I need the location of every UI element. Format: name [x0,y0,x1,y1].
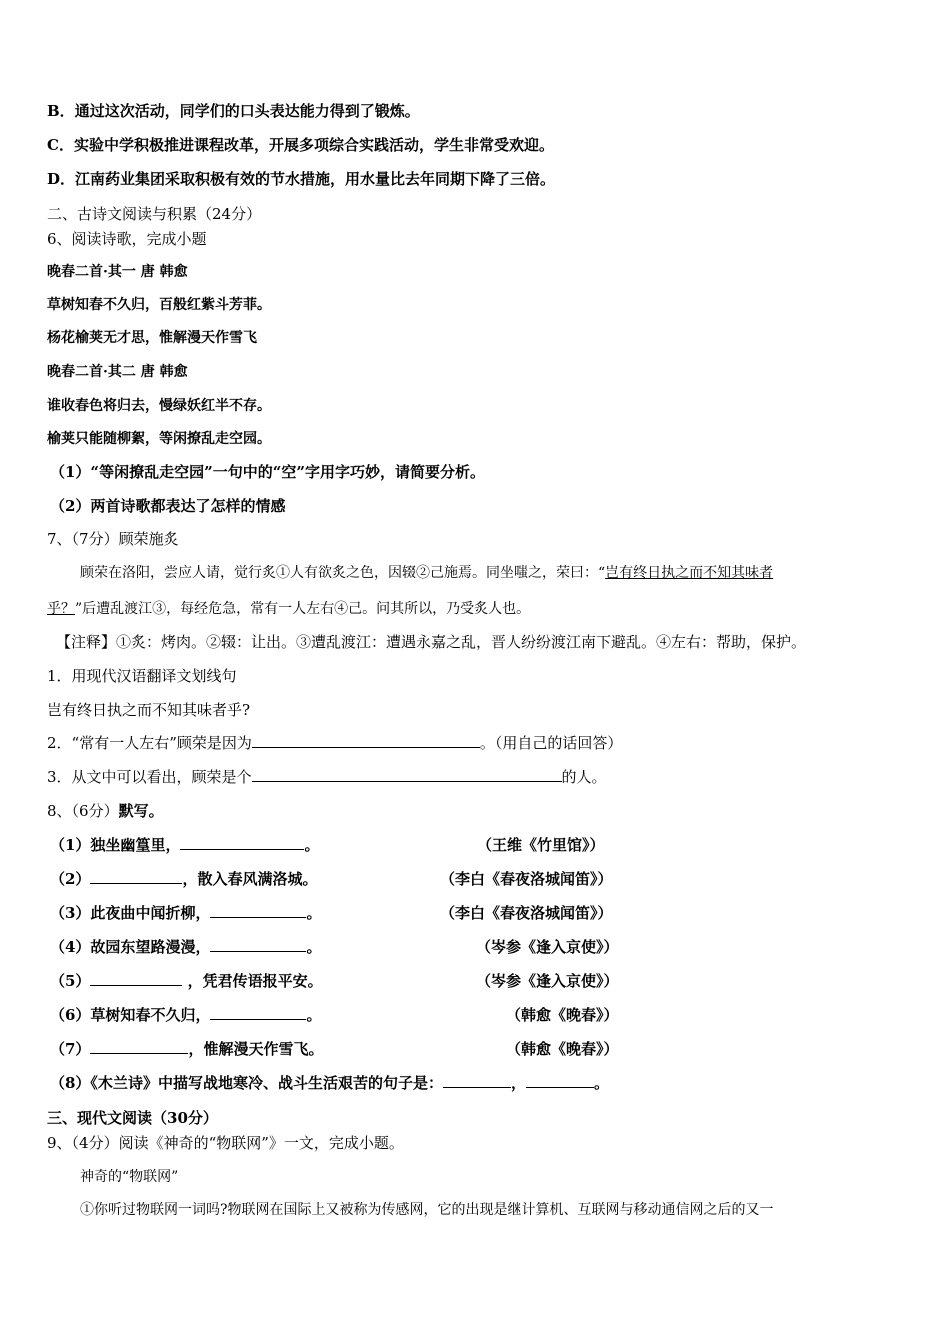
q8-stem: 8、（6分）默写。 [47,802,164,820]
section-3-heading: 三、现代文阅读（30分） [47,1109,218,1127]
q8-source5: （岑参《逢入京使》） [476,972,619,990]
q7-passage-line2: 乎？”后遭乱渡江③，每经危急，常有一人左右④己。问其所以，乃受炙人也。 [47,601,531,617]
article-para1: ①你听过物联网一词吗?物联网在国际上又被称为传感网，它的出现是继计算机、互联网与移动通信网之后的又一 [80,1202,774,1218]
answer-blank[interactable] [90,1039,188,1054]
q8-item3: （3）此夜曲中闻折柳， 。 [50,904,322,922]
q6-sub2: （2）两首诗歌都表达了怎样的情感 [50,497,286,515]
answer-blank[interactable] [180,835,304,850]
answer-blank[interactable] [526,1073,594,1088]
q7-task2: 2．“常有一人左右”顾荣是因为 。（用自己的话回答） [47,734,623,752]
underlined-sentence-end: 乎？ [47,601,75,617]
answer-blank[interactable] [252,733,480,748]
q9-stem: 9、（4分）阅读《神奇的“物联网”》一文，完成小题。 [47,1134,404,1152]
q8-source4: （岑参《逢入京使》） [476,938,619,956]
article-title: 神奇的“物联网” [80,1169,179,1185]
option-d: D．江南药业集团采取积极有效的节水措施，用水量比去年同期下降了三倍。 [47,170,556,188]
q8-item5: （5） ，凭君传语报平安。 [50,972,323,990]
q7-stem: 7、（7分）顾荣施炙 [47,530,179,548]
q8-source3: （李白《春夜洛城闻笛》） [440,904,613,922]
underlined-sentence: 岂有终日执之而不知其味者 [605,565,774,581]
q8-item8: （8）《木兰诗》中描写战地寒冷、战斗生活艰苦的句子是： ， 。 [50,1074,609,1092]
q7-passage-line1: 顾荣在洛阳，尝应人请，觉行炙①人有欲炙之色，因辍②己施焉。同坐嗤之，荣曰：“岂有终日执之而不知其味者 [80,565,774,581]
q8-item1: （1）独坐幽篁里， 。 [50,836,320,854]
q8-item2: （2） ，散入春风满洛城。 [50,870,318,888]
q8-source1: （王维《竹里馆》） [477,836,605,854]
option-c: C．实验中学积极推进课程改革，开展多项综合实践活动，学生非常受欢迎。 [47,136,554,154]
q8-item4: （4）故园东望路漫漫， 。 [50,938,322,956]
q7-task3: 3．从文中可以看出，顾荣是个 的人。 [47,768,607,786]
q8-item7: （7） ，惟解漫天作雪飞。 [50,1040,324,1058]
poem2-title: 晚春二首·其二 唐 韩愈 [47,364,188,380]
q6-stem: 6、阅读诗歌，完成小题 [47,230,207,248]
poem2-line1: 谁收春色将归去，慢绿妖红半不存。 [47,398,271,414]
q8-source6: （韩愈《晚春》） [506,1006,619,1024]
option-b: B．通过这次活动，同学们的口头表达能力得到了锻炼。 [47,102,420,120]
poem2-line2: 榆荚只能随柳絮，等闲撩乱走空园。 [47,431,271,447]
poem1-title: 晚春二首·其一 唐 韩愈 [47,264,188,280]
q7-note: 【注释】①炙：烤肉。②辍：让出。③遭乱渡江：遭遇永嘉之乱，晋人纷纷渡江南下避乱。④左右：帮助，保护。 [56,633,807,651]
answer-blank[interactable] [252,767,562,782]
answer-blank[interactable] [443,1073,511,1088]
answer-blank[interactable] [90,971,182,986]
q8-source7: （韩愈《晚春》） [506,1040,619,1058]
q7-task1: 1．用现代汉语翻译文划线句 [47,667,237,685]
section-2-heading: 二、古诗文阅读与积累（24分） [47,205,262,223]
answer-blank[interactable] [90,869,182,884]
q7-task1-sentence: 岂有终日执之而不知其味者乎? [47,701,251,719]
q8-item6: （6）草树知春不久归， 。 [50,1006,322,1024]
answer-blank[interactable] [210,903,306,918]
q6-sub1: （1）“等闲撩乱走空园”一句中的“空”字用字巧妙，请简要分析。 [50,463,485,481]
poem1-line1: 草树知春不久归，百般红紫斗芳菲。 [47,297,271,313]
q8-source2: （李白《春夜洛城闻笛》） [440,870,613,888]
answer-blank[interactable] [210,1005,306,1020]
poem1-line2: 杨花榆荚无才思，惟解漫天作雪飞 [47,330,257,346]
answer-blank[interactable] [210,937,306,952]
